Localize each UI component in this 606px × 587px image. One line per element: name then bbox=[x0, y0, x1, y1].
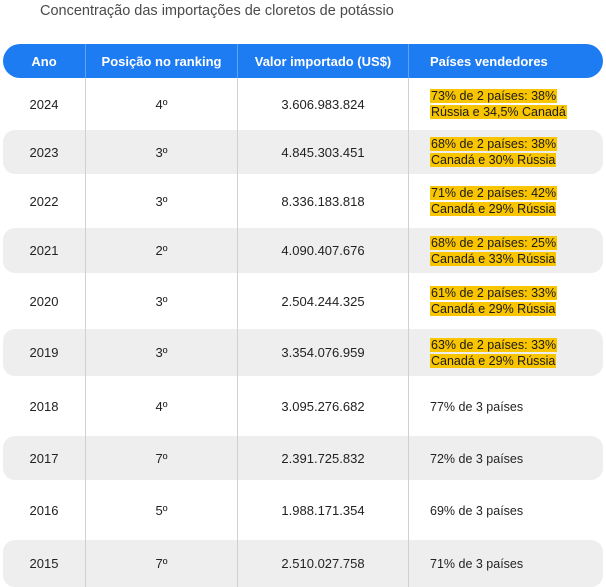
sellers-cell bbox=[409, 273, 603, 329]
sellers-text bbox=[430, 285, 557, 317]
value-cell: 4.090.407.676 bbox=[238, 228, 409, 273]
sellers-line-1: 61% de 2 países: 33% bbox=[431, 286, 557, 300]
year-cell: 2015 bbox=[3, 540, 86, 587]
sellers-text bbox=[430, 88, 567, 120]
sellers-text bbox=[430, 235, 557, 267]
sellers-line-1: 77% de 3 países bbox=[430, 399, 524, 414]
sellers-line-1: 63% de 2 países: 33% bbox=[431, 337, 557, 352]
rank-cell: 4º bbox=[86, 376, 238, 436]
sellers-line-2: Canadá e 33% Rússia bbox=[431, 251, 556, 266]
table-row bbox=[3, 436, 603, 480]
sellers-text bbox=[430, 185, 557, 217]
rank-cell: 3º bbox=[86, 174, 238, 228]
sellers-text bbox=[430, 503, 523, 518]
value-cell: 2.391.725.832 bbox=[238, 436, 409, 480]
sellers-line-1: 68% de 2 países: 38% bbox=[431, 137, 557, 151]
year-cell: 2019 bbox=[3, 329, 86, 376]
sellers-line-2: Rússia e 34,5% Canadá bbox=[431, 105, 566, 119]
value-cell: 2.510.027.758 bbox=[238, 540, 409, 587]
sellers-line-1: 73% de 2 países: 38% bbox=[431, 89, 557, 103]
sellers-line-2: Canadá e 29% Rússia bbox=[431, 302, 556, 316]
value-cell: 2.504.244.325 bbox=[238, 273, 409, 329]
table-row bbox=[3, 480, 603, 540]
table-row bbox=[3, 540, 603, 587]
value-cell: 3.606.983.824 bbox=[238, 78, 409, 130]
sellers-text bbox=[430, 556, 523, 571]
rank-cell: 7º bbox=[86, 540, 238, 587]
sellers-line-2: Canadá e 30% Rússia bbox=[431, 153, 556, 167]
rank-cell: 5º bbox=[86, 480, 238, 540]
rank-cell: 7º bbox=[86, 436, 238, 480]
rank-cell: 3º bbox=[86, 329, 238, 376]
sellers-text bbox=[430, 399, 523, 414]
sellers-cell bbox=[409, 540, 603, 587]
rank-cell: 2º bbox=[86, 228, 238, 273]
sellers-cell bbox=[409, 329, 603, 376]
sellers-cell bbox=[409, 376, 603, 436]
sellers-text bbox=[430, 451, 523, 466]
sellers-text bbox=[430, 136, 557, 168]
sellers-line-1: 71% de 3 países bbox=[430, 557, 524, 571]
value-cell: 3.354.076.959 bbox=[238, 329, 409, 376]
imports-table bbox=[3, 44, 603, 587]
rank-cell: 3º bbox=[86, 130, 238, 174]
year-cell: 2016 bbox=[3, 480, 86, 540]
sellers-line-1: 72% de 3 países bbox=[430, 451, 524, 466]
sellers-line-1: 71% de 2 países: 42% bbox=[431, 186, 557, 200]
value-cell: 8.336.183.818 bbox=[238, 174, 409, 228]
table-row bbox=[3, 78, 603, 130]
header-paises: Países vendedores bbox=[430, 53, 548, 69]
rank-cell: 4º bbox=[86, 78, 238, 130]
table-row bbox=[3, 376, 603, 436]
value-cell: 3.095.276.682 bbox=[238, 376, 409, 436]
sellers-cell bbox=[409, 78, 603, 130]
table-title: Concentração das importações de cloretos de potássio bbox=[40, 3, 394, 19]
table-header bbox=[3, 44, 603, 78]
year-cell: 2023 bbox=[3, 130, 86, 174]
table-row bbox=[3, 273, 603, 329]
header-valor: Valor importado (US$) bbox=[238, 44, 409, 78]
table-row bbox=[3, 174, 603, 228]
header-ano: Ano bbox=[3, 44, 86, 78]
sellers-line-1: 69% de 3 países bbox=[430, 503, 524, 518]
value-cell: 4.845.303.451 bbox=[238, 130, 409, 174]
sellers-cell bbox=[409, 130, 603, 174]
sellers-cell bbox=[409, 480, 603, 540]
year-cell: 2018 bbox=[3, 376, 86, 436]
table-row bbox=[3, 329, 603, 376]
year-cell: 2022 bbox=[3, 174, 86, 228]
sellers-cell bbox=[409, 228, 603, 273]
year-cell: 2024 bbox=[3, 78, 86, 130]
year-cell: 2021 bbox=[3, 228, 86, 273]
value-cell: 1.988.171.354 bbox=[238, 480, 409, 540]
year-cell: 2020 bbox=[3, 273, 86, 329]
table-body bbox=[3, 78, 603, 587]
sellers-cell bbox=[409, 174, 603, 228]
sellers-line-2: Canadá e 29% Rússia bbox=[431, 202, 556, 216]
sellers-line-2: Canadá e 29% Rússia bbox=[431, 353, 556, 368]
table-row bbox=[3, 130, 603, 174]
table-row bbox=[3, 228, 603, 273]
sellers-line-1: 68% de 2 países: 25% bbox=[431, 235, 557, 250]
rank-cell: 3º bbox=[86, 273, 238, 329]
sellers-cell bbox=[409, 436, 603, 480]
sellers-text bbox=[430, 337, 557, 369]
header-posicao: Posição no ranking bbox=[86, 44, 238, 78]
year-cell: 2017 bbox=[3, 436, 86, 480]
